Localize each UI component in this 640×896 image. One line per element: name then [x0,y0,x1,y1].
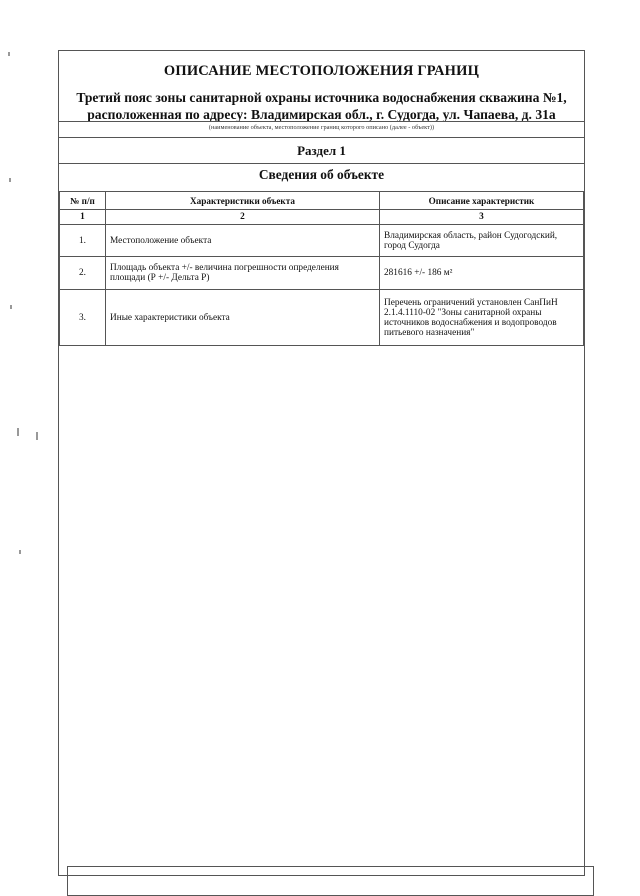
row-characteristic: Иные характеристики объекта [106,290,380,346]
row-description: Перечень ограничений установлен СанПиН 2.1.4.1110-02 "Зоны санитарной охраны источников водоснабжения и водопроводов питьевого назначения" [380,290,584,346]
scan-speck [36,432,38,440]
header-number: № п/п [60,192,106,210]
section-subtitle: Сведения об объекте [258,167,385,182]
header-characteristic: Характеристики объекта [106,192,380,210]
table-row [60,290,584,346]
document-subtitle [61,89,582,123]
section-title: Раздел 1 [297,143,346,158]
object-caption: (наименование объекта, местоположение границ которого описано (далее - объект)) [208,124,435,131]
row-number: 2. [60,257,106,290]
section-divider-top [59,137,584,138]
next-page-frame-edge [67,866,594,896]
row-characteristic: Местоположение объекта [106,225,380,257]
row-description: Владимирская область, район Судогодский, город Судогда [380,225,584,257]
row-number: 1. [60,225,106,257]
subtitle-line-2: расположенная по адресу: Владимирская обл., г. Судогда, ул. Чапаева, д. 31а [87,107,556,122]
index-cell: 3 [380,210,584,225]
scan-speck [17,428,19,436]
scan-speck [8,52,10,56]
scan-speck [10,305,12,309]
caption-divider [59,121,584,122]
scan-speck [9,178,11,182]
index-cell: 2 [106,210,380,225]
table-header-row [60,192,584,210]
header-description: Описание характеристик [380,192,584,210]
document-title: ОПИСАНИЕ МЕСТОПОЛОЖЕНИЯ ГРАНИЦ [163,63,480,79]
row-characteristic: Площадь объекта +/- величина погрешности определения площади (Р +/- Дельта Р) [106,257,380,290]
index-cell: 1 [60,210,106,225]
section-divider-middle [59,163,584,164]
object-info-table [59,191,584,346]
document-frame [58,50,585,876]
subtitle-line-1: Третий пояс зоны санитарной охраны источника водоснабжения скважина №1, [76,90,567,105]
table-row [60,225,584,257]
row-number: 3. [60,290,106,346]
table-row [60,257,584,290]
scan-speck [19,550,21,554]
row-description: 281616 +/- 186 м² [380,257,584,290]
table-index-row [60,210,584,225]
